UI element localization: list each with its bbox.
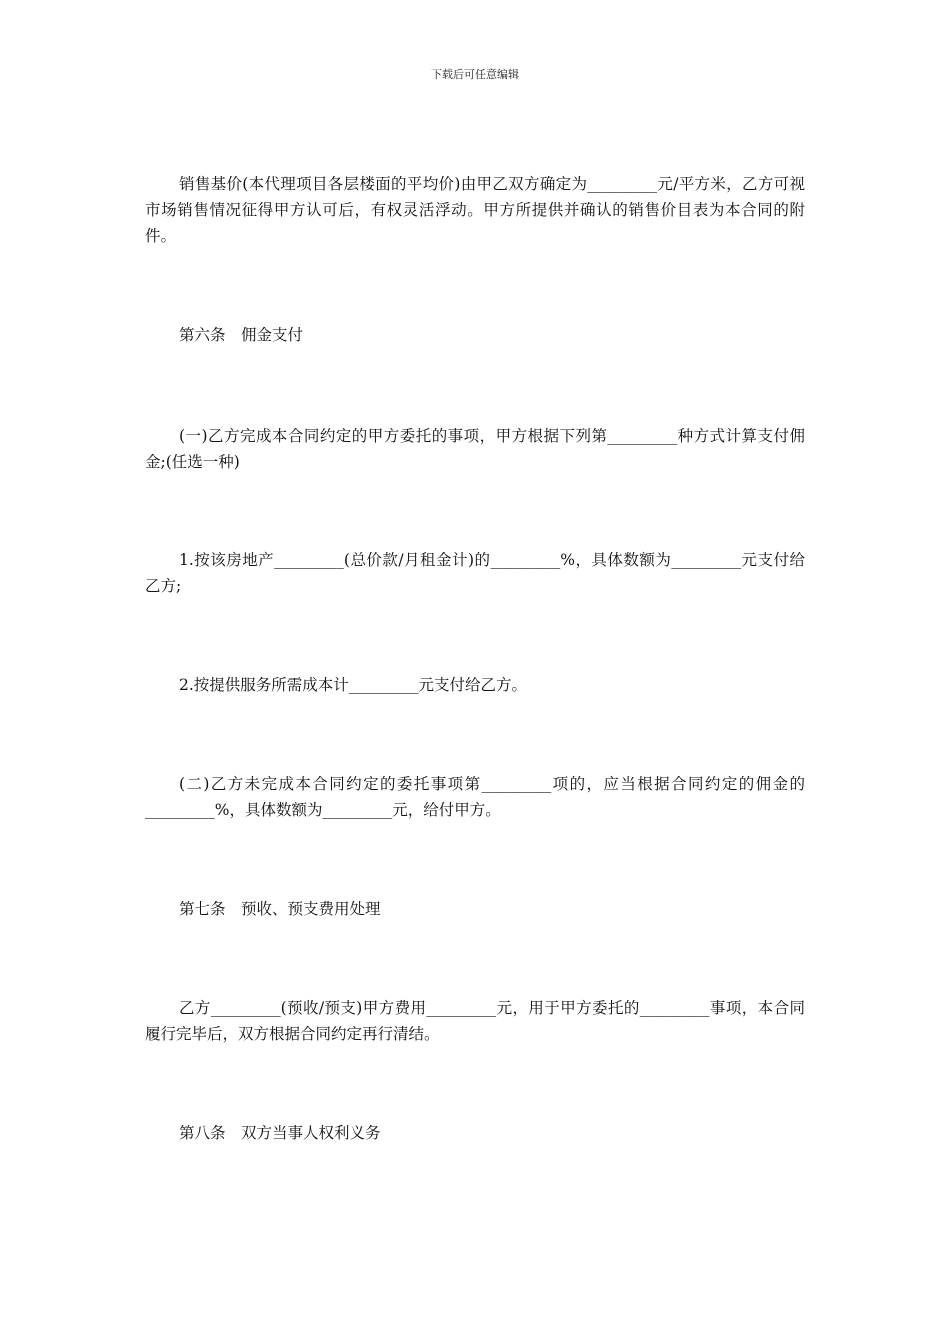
paragraph-prepaid-fees: 乙方_________(预收/预支)甲方费用_________元，用于甲方委托的_________事项，本合同履行完毕后，双方根据合同约定再行清结。 xyxy=(145,999,805,1043)
paragraph-option-1: 1.按该房地产_________(总价款/月租金计)的_________%，具体数额为_________元支付给乙方; xyxy=(145,551,805,595)
article-7-heading: 第七条 预收、预支费用处理 xyxy=(179,900,381,918)
page-header-note: 下载后可任意编辑 xyxy=(431,68,519,81)
paragraph-uncompleted-matters: (二)乙方未完成本合同约定的委托事项第_________项的，应当根据合同约定的佣金的_________%，具体数额为_________元，给付甲方。 xyxy=(145,775,805,819)
article-6-heading: 第六条 佣金支付 xyxy=(179,326,304,344)
article-8-heading: 第八条 双方当事人权利义务 xyxy=(179,1124,381,1142)
paragraph-option-2: 2.按提供服务所需成本计_________元支付给乙方。 xyxy=(179,676,528,694)
paragraph-sales-base-price: 销售基价(本代理项目各层楼面的平均价)由甲乙双方确定为_________元/平方米，乙方可视市场销售情况征得甲方认可后，有权灵活浮动。甲方所提供并确认的销售价目表为本合同的附件。 xyxy=(145,175,805,245)
paragraph-commission-method: (一)乙方完成本合同约定的甲方委托的事项，甲方根据下列第_________种方式计算支付佣金;(任选一种) xyxy=(145,427,805,471)
